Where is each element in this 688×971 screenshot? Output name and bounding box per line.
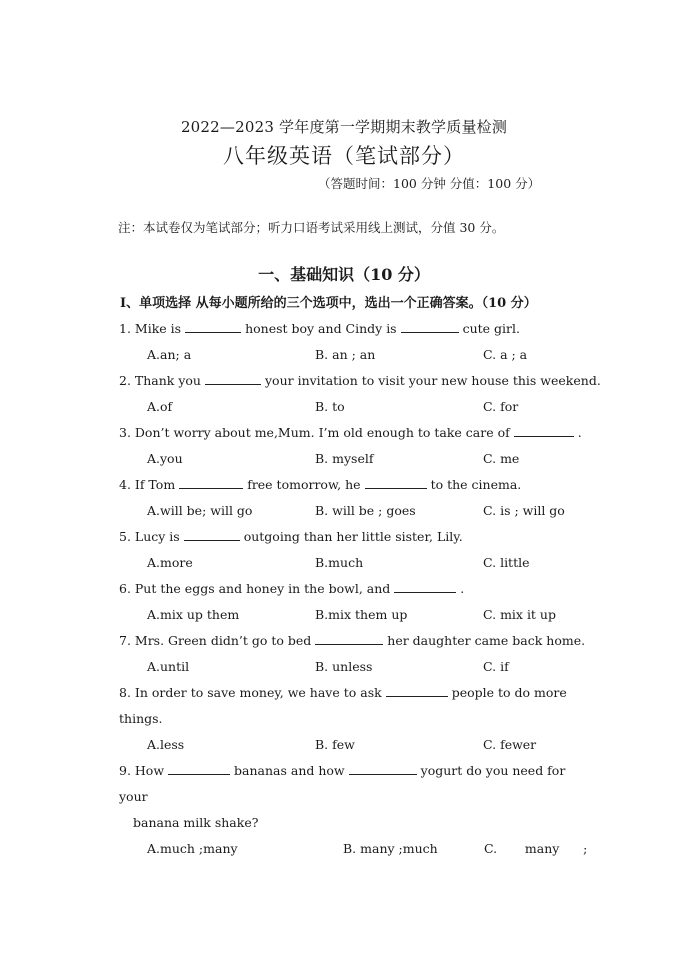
question-8 xyxy=(119,685,567,700)
q1-option-b: B. an ; an xyxy=(315,347,376,362)
q7-option-c: C. if xyxy=(483,659,509,674)
q6-option-b: B.mix them up xyxy=(315,607,408,622)
q3-option-a: A.you xyxy=(147,451,183,466)
answer-blank xyxy=(365,478,427,489)
answer-blank xyxy=(185,322,241,333)
q6-part2: . xyxy=(460,581,465,596)
exam-info: （答题时间：100 分钟 分值：100 分） xyxy=(318,176,541,191)
answer-blank xyxy=(401,322,459,333)
question-7 xyxy=(119,633,585,648)
answer-blank xyxy=(349,764,417,775)
q9-part1: 9. How xyxy=(119,763,165,778)
question-1 xyxy=(119,321,520,336)
q3-option-b: B. myself xyxy=(315,451,374,466)
q9-part3: yogurt do you need for xyxy=(420,763,566,778)
q5-part1: 5. Lucy is xyxy=(119,529,180,544)
q4-option-a: A.will be; will go xyxy=(147,503,253,518)
answer-blank xyxy=(315,634,383,645)
q3-part1: 3. Don’t worry about me,Mum. I’m old enough to take care of xyxy=(119,425,510,440)
q9-part2: bananas and how xyxy=(234,763,345,778)
q5-option-c: C. little xyxy=(483,555,530,570)
q2-part2: your invitation to visit your new house this weekend. xyxy=(264,373,601,388)
q9-option-a: A.much ;many xyxy=(147,841,238,856)
answer-blank xyxy=(179,478,243,489)
q3-option-c: C. me xyxy=(483,451,520,466)
q9-continuation: your xyxy=(119,789,148,804)
q2-option-c: C. for xyxy=(483,399,519,414)
q9-option-b: B. many ;much xyxy=(343,841,438,856)
q5-part2: outgoing than her little sister, Lily. xyxy=(243,529,463,544)
q1-part3: cute girl. xyxy=(462,321,521,336)
q7-part2: her daughter came back home. xyxy=(387,633,586,648)
question-2 xyxy=(119,373,601,388)
q9-option-c: C. many ; xyxy=(484,841,588,856)
exam-title-line2: 八年级英语（笔试部分） xyxy=(223,144,465,168)
answer-blank xyxy=(184,530,240,541)
q8-continuation: things. xyxy=(119,711,163,726)
q6-option-c: C. mix it up xyxy=(483,607,556,622)
q7-part1: 7. Mrs. Green didn’t go to bed xyxy=(119,633,312,648)
q4-part3: to the cinema. xyxy=(430,477,522,492)
q9-continuation2: banana milk shake? xyxy=(133,815,259,830)
question-5 xyxy=(119,529,463,544)
q3-part2: . xyxy=(577,425,582,440)
q4-option-b: B. will be ; goes xyxy=(315,503,416,518)
q2-option-b: B. to xyxy=(315,399,345,414)
section-title: 一、基础知识（10 分） xyxy=(258,265,430,284)
q1-part2: honest boy and Cindy is xyxy=(245,321,397,336)
q7-option-a: A.until xyxy=(147,659,190,674)
question-4 xyxy=(119,477,521,492)
q7-option-b: B. unless xyxy=(315,659,373,674)
q1-option-a: A.an; a xyxy=(147,347,192,362)
q4-option-c: C. is ; will go xyxy=(483,503,565,518)
q8-part1: 8. In order to save money, we have to ask xyxy=(119,685,382,700)
q1-part1: 1. Mike is xyxy=(119,321,182,336)
answer-blank xyxy=(205,374,261,385)
section-instruction: Ⅰ、单项选择 从每小题所给的三个选项中，选出一个正确答案。（10 分） xyxy=(120,296,537,311)
q4-part1: 4. If Tom xyxy=(119,477,176,492)
q8-option-c: C. fewer xyxy=(483,737,537,752)
q6-option-a: A.mix up them xyxy=(147,607,240,622)
q5-option-a: A.more xyxy=(147,555,193,570)
q8-option-b: B. few xyxy=(315,737,355,752)
q5-option-b: B.much xyxy=(315,555,364,570)
question-6 xyxy=(119,581,464,596)
q8-part2: people to do more xyxy=(451,685,567,700)
exam-title-line1: 2022—2023 学年度第一学期期末教学质量检测 xyxy=(180,118,508,136)
answer-blank xyxy=(386,686,448,697)
exam-note: 注：本试卷仅为笔试部分；听力口语考试采用线上测试，分值 30 分。 xyxy=(118,220,505,235)
q4-part2: free tomorrow, he xyxy=(247,477,361,492)
q1-option-c: C. a ; a xyxy=(483,347,528,362)
q8-option-a: A.less xyxy=(147,737,185,752)
question-9 xyxy=(119,763,565,778)
q2-part1: 2. Thank you xyxy=(119,373,201,388)
answer-blank xyxy=(514,426,574,437)
question-3 xyxy=(119,425,582,440)
q2-option-a: A.of xyxy=(147,399,173,414)
answer-blank xyxy=(168,764,230,775)
answer-blank xyxy=(394,582,456,593)
q6-part1: 6. Put the eggs and honey in the bowl, and xyxy=(119,581,391,596)
